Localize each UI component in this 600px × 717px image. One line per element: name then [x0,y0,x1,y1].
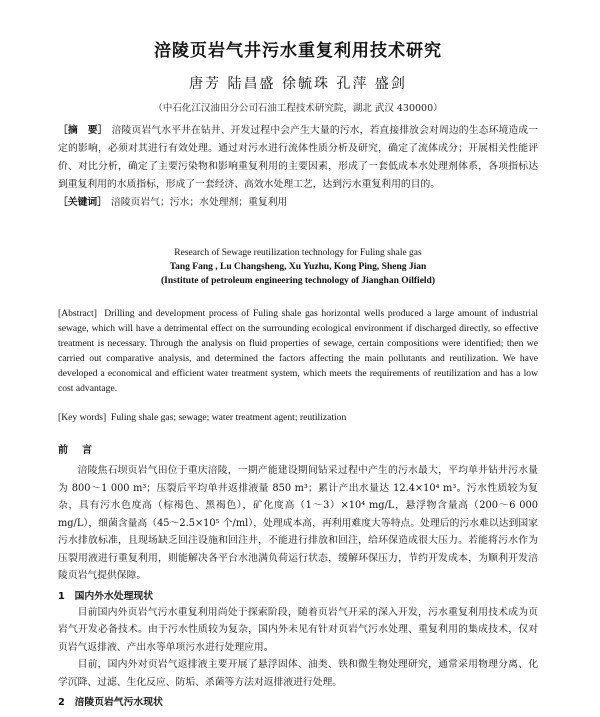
author-list: 唐芳 陆昌盛 徐毓珠 孔萍 盛剑 [189,76,407,92]
preface-paragraph: 涪陵焦石坝页岩气田位于重庆涪陵，一期产能建设期间钻采过程中产生的污水最大，平均单井钻井污水量为 800～1 000 m³；压裂后平均单井返排液量 850 m³；累计产出水量达 12.4×10⁴ m³。污水性质较为复杂，具有污水色度高（棕褐色、黑褐色），矿化度高（1～3）×10⁴ mg/L，悬浮物含量高（200～6 000 mg/L），细菌含量高（45～2.5×10⁵ 个/ml），处理成本高，再利用难度大等特点。处理后的污水难以达到国家污水排放标准，且现场缺乏回注设施和回注井，不能进行排放和回注，给环保造成很大压力。若能将污水作为压裂用液进行重复利用，则能解决各平台水池满负荷运行状态，缓解环保压力，节约开发成本，为顺利开发涪陵页岩气提供保障。 [58,465,538,581]
section-1-paragraph-2: 目前，国内外对页岩气返排液主要开展了悬浮固体、油类、铁和微生物处理研究，通常采用物理分离、化学沉降、过滤、生化反应、防垢、杀菌等方法对返排液进行处理。 [58,659,538,688]
section-1-body [58,604,538,692]
preface-body [58,462,538,585]
english-abstract-label: [Abstract] [58,308,97,319]
abstract-label: ［摘 要］ [58,125,108,136]
section-1-paragraph-1: 目前国内外页岩气污水重复利用尚处于探索阶段，随着页岩气开采的深入开发，污水重复利用技术成为页岩气开发必备技术。由于污水性质较为复杂，国内外未见有针对页岩气污水处理、重复利用的集成技术，仅对页岩气返排液、产出水等单项污水进行处理应用。 [58,606,538,653]
english-abstract-text: Drilling and development process of Fuling shale gas horizontal wells produced a large amount of industrial sewage, which will have a detrimental effect on the surrounding ecological environment if discharged directly, so effective treatment is necessary. Through the analysis on fluid properties of sewage, certain compositions were identified; then we carried out comparative analysis, and determined the factors affecting the main pollutants and reutilization. We have developed a economical and efficient water treatment system, which meets the requirements of reutilization and has a low cost advantage. [58,308,539,394]
english-keywords-text: Fuling shale gas; sewage; water treatment agent; reutilization [111,412,347,423]
english-title: Research of Sewage reutilization technology for Fuling shale gas [174,248,422,258]
chinese-abstract [58,122,538,194]
section-1-heading: 1 国内外水处理现状 [58,590,153,602]
english-keywords-label: [Key words] [58,412,107,423]
affiliation: （中石化江汉油田分公司石油工程技术研究院，湖北 武汉 430000） [153,103,443,114]
english-keywords [58,412,538,423]
section-2-heading: 2 涪陵页岩气污水现状 [58,697,163,708]
abstract-text: 涪陵页岩气水平井在钻井、开发过程中会产生大量的污水，若直接排放会对周边的生态环境造成一定的影响，必须对其进行有效处理。通过对污水进行流体性质分析及研究，确定了流体成分；开展相关性能评价、对比分析，确定了主要污染物和影响重复利用的主要因素，形成了一套低成本水处理剂体系，各项指标达到重复利用的水质指标，形成了一套经济、高效水处理工艺，达到污水重复利用的目的。 [58,125,539,190]
english-affiliation: (Institute of petroleum engineering technology of Jianghan Oilfield) [161,276,435,286]
paper-title: 涪陵页岩气井污水重复利用技术研究 [154,41,442,61]
chinese-keywords [58,194,538,212]
english-header [58,246,538,288]
english-abstract [58,306,538,396]
preface-heading: 前 言 [58,445,94,456]
english-authors: Tang Fang , Lu Changsheng, Xu Yuzhu, Kong Ping, Sheng Jian [169,262,427,272]
keywords-label: ［关键词］ [58,197,107,208]
keywords-text: 涪陵页岩气；污水；水处理剂；重复利用 [110,197,288,208]
